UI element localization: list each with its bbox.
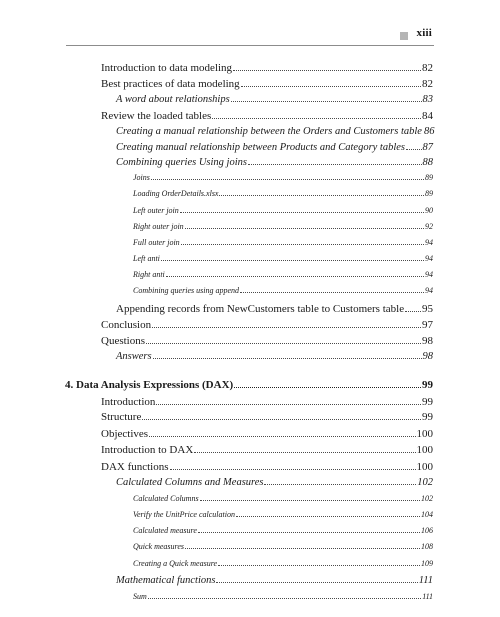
toc-entry-page: 86 [423, 126, 435, 137]
toc-entry[interactable] [101, 396, 433, 408]
toc-entry-page: 100 [416, 444, 433, 456]
toc-entry-page: 94 [425, 270, 433, 279]
dot-leader [200, 500, 420, 501]
toc-entry-title: Introduction to data modeling [101, 62, 233, 74]
dot-leader [194, 452, 415, 453]
toc-entry-page: 94 [425, 238, 433, 247]
toc-entry-title: Combining queries using append [133, 286, 239, 295]
dot-leader [264, 484, 416, 485]
toc-entry-title: Right outer join [133, 222, 184, 231]
dot-leader [234, 387, 421, 388]
toc-entry-page: 99 [422, 396, 433, 408]
toc-entry-title: Joins [133, 173, 150, 182]
dot-leader [248, 164, 422, 165]
dot-leader [151, 179, 424, 180]
toc-entry[interactable] [116, 157, 433, 168]
dot-leader [153, 358, 422, 359]
toc-entry[interactable] [133, 238, 433, 247]
toc-entry-title: Quick measures [133, 542, 185, 551]
toc-chapter-entry[interactable] [65, 379, 433, 391]
toc-entry-title: Introduction [101, 396, 156, 408]
toc-entry-title: Sum [133, 592, 147, 601]
dot-leader [236, 516, 420, 517]
dot-leader [180, 212, 424, 213]
toc-entry-page: 89 [425, 173, 433, 182]
dot-leader [233, 70, 421, 71]
dot-leader [166, 276, 424, 277]
dot-leader [142, 419, 421, 420]
toc-entry[interactable] [116, 94, 433, 105]
dot-leader [405, 311, 421, 312]
toc-entry-title: Creating a manual relationship between the Orders and Customers table [116, 126, 422, 137]
dot-leader [231, 101, 422, 102]
toc-entry-page: 106 [421, 526, 433, 535]
dot-leader [219, 195, 424, 196]
toc-entry-title: Creating a Quick measure [133, 559, 218, 568]
toc-entry-title: Calculated Columns and Measures [116, 477, 264, 488]
dot-leader [198, 532, 420, 533]
toc-entry-page: 92 [425, 222, 433, 231]
toc-entry-title: Answers [116, 351, 152, 362]
dot-leader [216, 582, 417, 583]
toc-entry-title: Objectives [101, 428, 149, 440]
toc-entry[interactable] [133, 592, 433, 601]
toc-entry-page: 100 [416, 428, 433, 440]
toc-entry-title: Introduction to DAX [101, 444, 194, 456]
toc-entry-title: Questions [101, 335, 145, 347]
toc-entry-page: 87 [422, 142, 433, 153]
toc-entry[interactable] [133, 526, 433, 535]
toc-entry-page: 104 [421, 510, 433, 519]
toc-entry[interactable] [133, 173, 433, 182]
toc-entry-page: 83 [422, 94, 433, 105]
dot-leader [181, 244, 424, 245]
toc-entry-title: Verify the UnitPrice calculation [133, 510, 235, 519]
dot-leader [218, 565, 420, 566]
toc-entry[interactable] [116, 351, 433, 362]
toc-entry[interactable] [101, 62, 433, 74]
toc-entry-page: 84 [422, 110, 433, 122]
toc-entry[interactable] [101, 335, 433, 347]
toc-entry[interactable] [101, 78, 433, 90]
toc-entry[interactable] [133, 222, 433, 231]
dot-leader [161, 260, 424, 261]
toc-entry[interactable] [133, 494, 433, 503]
toc-entry[interactable] [133, 206, 433, 215]
toc-entry-title: Left anti [133, 254, 160, 263]
dot-leader [146, 343, 421, 344]
toc-entry[interactable] [101, 461, 433, 473]
toc-entry-title: Loading OrderDetails.xlsx [133, 189, 219, 198]
toc-entry-page: 99 [422, 411, 433, 423]
toc-entry[interactable] [133, 189, 433, 198]
toc-entry-title: DAX functions [101, 461, 169, 473]
toc-entry[interactable] [133, 254, 433, 263]
toc-entry-page: 111 [418, 575, 433, 586]
toc-entry-page: 102 [417, 477, 433, 488]
dot-leader [170, 469, 416, 470]
toc-entry-title: Mathematical functions [116, 575, 216, 586]
toc-entry-title: Calculated Columns [133, 494, 199, 503]
dot-leader [152, 327, 421, 328]
dot-leader [148, 598, 421, 599]
toc-entry-title: Best practices of data modeling [101, 78, 240, 90]
dot-leader [156, 404, 421, 405]
toc-entry-title: Review the loaded tables [101, 110, 212, 122]
toc-entry[interactable] [133, 286, 433, 295]
toc-entry-title: Appending records from NewCustomers table to Customers table [116, 303, 405, 315]
toc-entry[interactable] [133, 559, 433, 568]
dot-leader [406, 149, 421, 150]
toc-entry[interactable] [133, 542, 433, 551]
toc-entry-title: Calculated measure [133, 526, 197, 535]
toc-entry-page: 94 [425, 286, 433, 295]
toc-entry-page: 89 [425, 189, 433, 198]
page-number: xiii [416, 27, 432, 39]
toc-entry-page: 98 [422, 351, 433, 362]
toc-entry-title: Creating manual relationship between Products and Category tables [116, 142, 406, 153]
toc-entry-page: 109 [421, 559, 433, 568]
dot-leader [185, 228, 424, 229]
dot-leader [185, 548, 420, 549]
toc-entry-page: 99 [422, 379, 433, 391]
toc-entry[interactable] [116, 303, 433, 315]
toc-entry-page: 98 [422, 335, 433, 347]
toc-entry[interactable] [116, 575, 433, 586]
toc-entry-page: 108 [421, 542, 433, 551]
header-rule [66, 45, 434, 46]
toc-entry[interactable] [116, 142, 433, 153]
toc-entry-title: 4. Data Analysis Expressions (DAX) [65, 379, 234, 391]
toc-entry-title: Left outer join [133, 206, 179, 215]
toc-entry-page: 97 [422, 319, 433, 331]
toc-entry[interactable] [101, 110, 433, 122]
toc-entry[interactable] [133, 270, 433, 279]
toc-entry-page: 90 [425, 206, 433, 215]
toc-entry-page: 82 [422, 78, 433, 90]
toc-entry-page: 88 [422, 157, 433, 168]
dot-leader [240, 292, 424, 293]
toc-entry-page: 102 [421, 494, 433, 503]
toc-entry[interactable] [133, 510, 433, 519]
toc-entry-title: A word about relationships [116, 94, 230, 105]
toc-entry-title: Full outer join [133, 238, 180, 247]
dot-leader [241, 86, 421, 87]
toc-entry-title: Right anti [133, 270, 165, 279]
toc-entry-page: 100 [416, 461, 433, 473]
toc-entry-page: 82 [422, 62, 433, 74]
toc-entry-page: 111 [422, 592, 433, 601]
toc-entry[interactable] [101, 428, 433, 440]
toc-entry-page: 95 [422, 303, 433, 315]
toc-entry[interactable] [116, 477, 433, 488]
toc-entry-title: Structure [101, 411, 142, 423]
page-number-marker [400, 32, 408, 40]
toc-entry[interactable] [101, 411, 433, 423]
dot-leader [212, 118, 421, 119]
dot-leader [149, 436, 415, 437]
toc-entry[interactable] [101, 319, 433, 331]
toc-entry-title: Conclusion [101, 319, 152, 331]
toc-entry-title: Combining queries Using joins [116, 157, 247, 168]
toc-entry[interactable] [101, 444, 433, 456]
toc-entry[interactable] [116, 126, 433, 137]
toc-entry-page: 94 [425, 254, 433, 263]
